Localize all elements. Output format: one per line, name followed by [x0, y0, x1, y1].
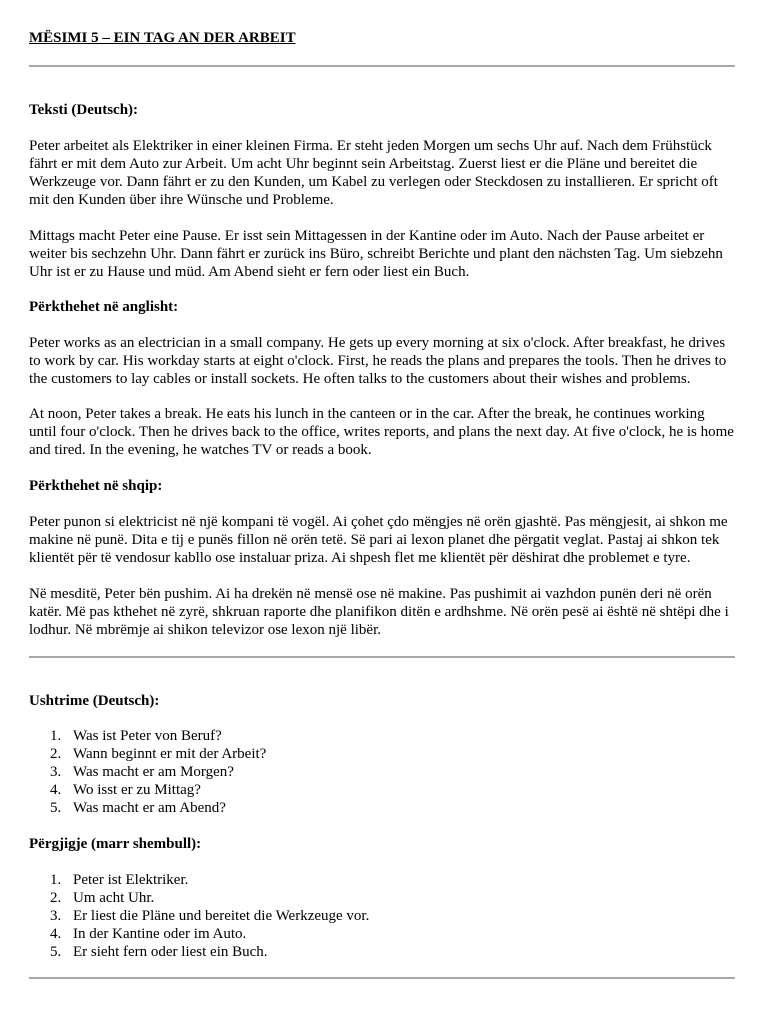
list-item-text: Peter ist Elektriker.: [73, 872, 189, 888]
german-text-heading: Teksti (Deutsch):: [29, 102, 139, 118]
list-item-text: Was ist Peter von Beruf?: [73, 728, 222, 744]
list-item-number: 5.: [50, 944, 62, 960]
list-item-number: 4.: [50, 782, 62, 798]
albanian-paragraph-2: Në mesditë, Peter bën pushim. Ai ha drekën në mensë ose në makine. Pas pushimit ai vazhdon punën deri në orën katër. Më pas kthehet në zyrë, shkruan raporte dhe planifikon ditën e ardhshme. Në orën pesë ai është në shtëpi dhe i lodhur. Në mbrëmje ai shikon televizor ose lexon një libër.: [29, 586, 729, 638]
list-item-number: 2.: [50, 890, 62, 906]
list-item-number: 1.: [50, 728, 62, 744]
list-item-number: 2.: [50, 746, 62, 762]
horizontal-rule: [29, 65, 735, 67]
list-item-text: Um acht Uhr.: [73, 890, 155, 906]
lesson-title: MËSIMI 5 – EIN TAG AN DER ARBEIT: [29, 30, 296, 46]
list-item-text: Was macht er am Abend?: [73, 800, 226, 816]
list-item-number: 3.: [50, 764, 62, 780]
albanian-paragraph-1: Peter punon si elektricist në një kompani të vogël. Ai çohet çdo mëngjes në orën gjashtë. Pas mëngjesit, ai shkon me makine në punë. Dita e tij e punës fillon në orën tetë. Së pari ai lexon planet dhe përgatit veglat. Pastaj ai shkon tek klientët për të vendosur kabllo ose instaluar priza. Ai shpesh flet me klientët për dëshirat dhe problemet e tyre.: [29, 514, 728, 566]
english-paragraph-2: At noon, Peter takes a break. He eats his lunch in the canteen or in the car. After the break, he continues working until four o'clock. Then he drives back to the office, writes reports, and plans the next day. At five o'clock, he is home and tired. In the evening, he watches TV or reads a book.: [29, 406, 734, 458]
english-translation-heading: Përkthehet në anglisht:: [29, 299, 179, 315]
list-item-text: Er liest die Pläne und bereitet die Werkzeuge vor.: [73, 908, 370, 924]
english-paragraph-1: Peter works as an electrician in a small company. He gets up every morning at six o'clock. After breakfast, he drives to work by car. His workday starts at eight o'clock. First, he reads the plans and prepares the tools. Then he drives to the customers to lay cables or install sockets. He often talks to the customers about their wishes and problems.: [29, 335, 727, 387]
german-paragraph-1: Peter arbeitet als Elektriker in einer kleinen Firma. Er steht jeden Morgen um sechs Uhr auf. Nach dem Frühstück fährt er mit dem Auto zur Arbeit. Um acht Uhr beginnt sein Arbeitstag. Zuerst liest er die Pläne und bereitet die Werkzeuge vor. Dann fährt er zu den Kunden, um Kabel zu verlegen oder Steckdosen zu installieren. Er spricht oft mit den Kunden über ihre Wünsche und Probleme.: [29, 138, 718, 208]
list-item-text: Was macht er am Morgen?: [73, 764, 234, 780]
list-item-number: 5.: [50, 800, 62, 816]
exercises-heading: Ushtrime (Deutsch):: [29, 693, 160, 709]
answers-heading: Përgjigje (marr shembull):: [29, 836, 202, 852]
list-item-text: Wann beginnt er mit der Arbeit?: [73, 746, 267, 762]
list-item-text: Wo isst er zu Mittag?: [73, 782, 201, 798]
horizontal-rule: [29, 656, 735, 658]
albanian-translation-heading: Përkthehet në shqip:: [29, 478, 163, 494]
horizontal-rule: [29, 977, 735, 979]
list-item-number: 1.: [50, 872, 62, 888]
list-item-number: 4.: [50, 926, 62, 942]
list-item-number: 3.: [50, 908, 62, 924]
list-item-text: In der Kantine oder im Auto.: [73, 926, 247, 942]
german-paragraph-2: Mittags macht Peter eine Pause. Er isst sein Mittagessen in der Kantine oder im Auto. Nach der Pause arbeitet er weiter bis sechzehn Uhr. Dann fährt er zurück ins Büro, schreibt Berichte und plant den nächsten Tag. Um siebzehn Uhr ist er zu Hause und müd. Am Abend sieht er fern oder liest ein Buch.: [29, 228, 723, 280]
list-item-text: Er sieht fern oder liest ein Buch.: [73, 944, 268, 960]
